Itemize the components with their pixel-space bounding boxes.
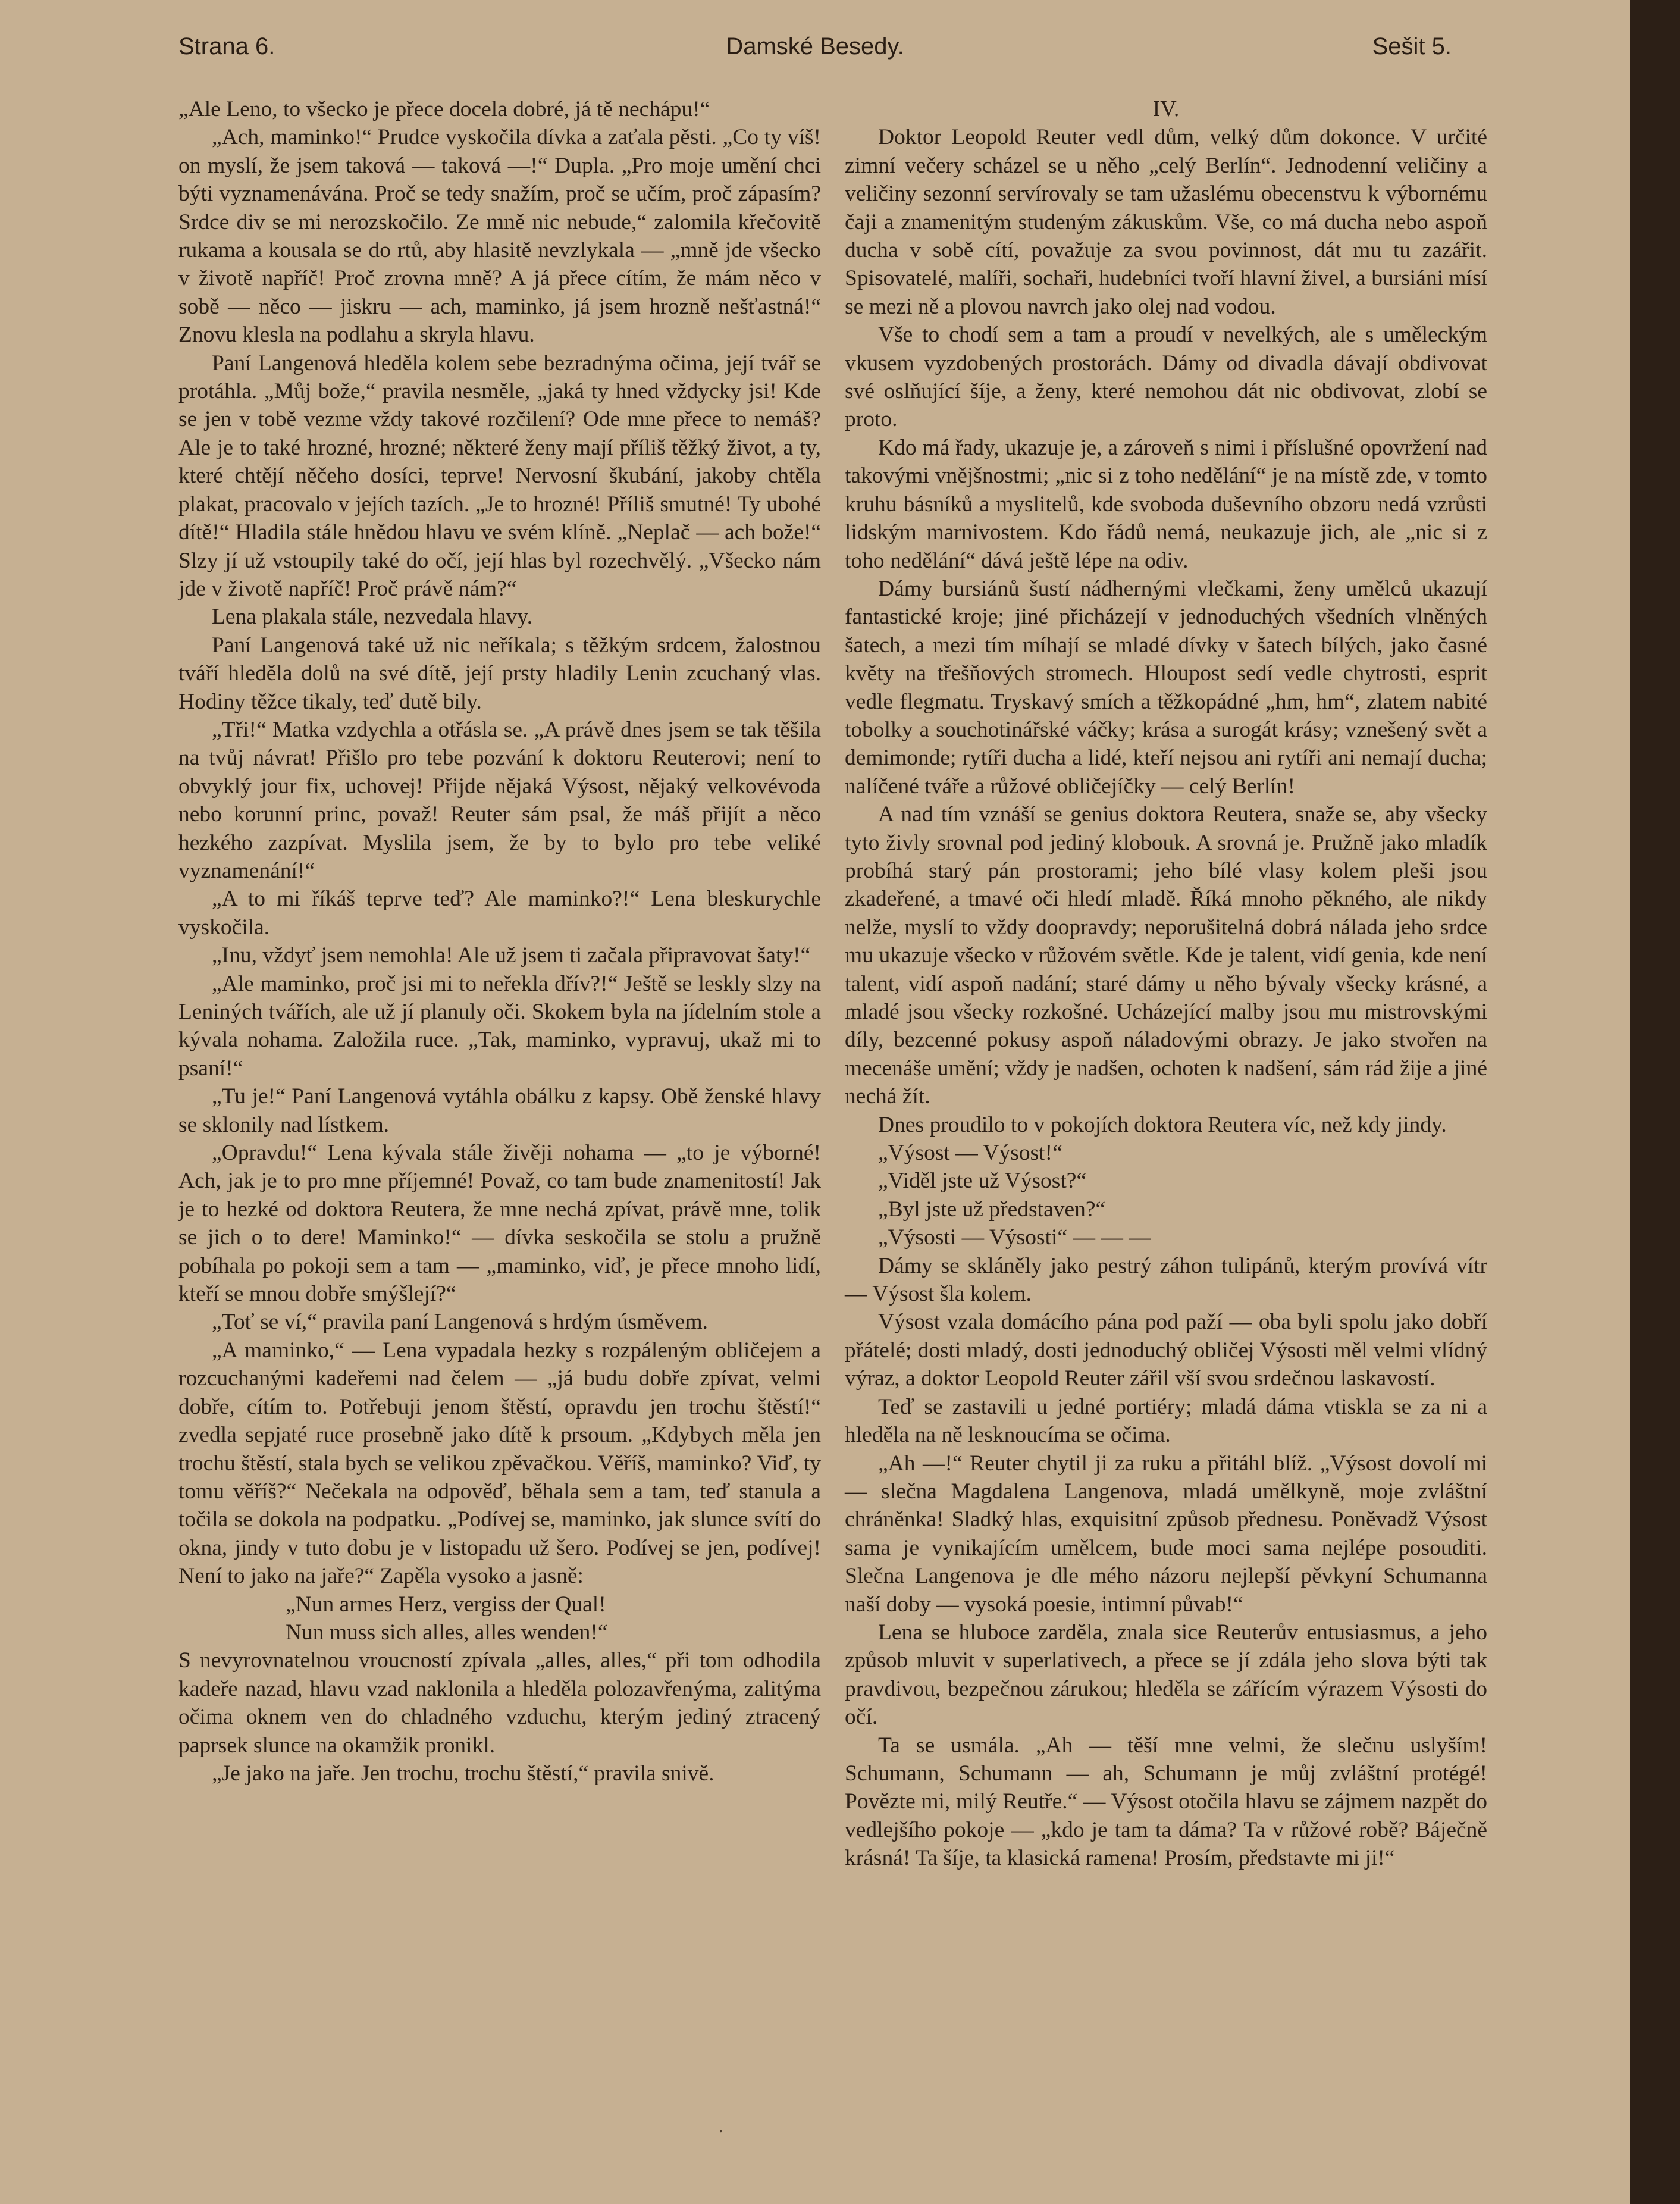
paragraph: „Ach, maminko!“ Prudce vyskočila dívka a zaťala pěsti. „Co ty víš! on myslí, že jsem taková — taková —!“ Dupla. „Pro moje umění chci býti vyznamenávána. Proč se tedy snažím, proč se učím, proč zápasím? Srdce div se mi nerozskočilo. Ze mně nic nebude,“ zalomila křečovitě rukama a kousala se do rtů, aby hlasitě nevzlykala — „mně jde všecko v životě napříč! Proč zrovna mně? A já přece cítím, že mám něco v sobě — něco — jiskru — ach, maminko, já jsem hrozně nešťastná!“ Znovu klesla na podlahu a skryla hlavu. — [178, 125, 821, 347]
chapter-heading: IV. — [1152, 96, 1180, 121]
dialogue-line: „Výsost — Výsost!“ — [878, 1141, 1062, 1166]
left-column — [178, 95, 821, 1787]
paragraph: „Ale maminko, proč jsi mi to neřekla dřív?!“ Ještě se leskly slzy na Leniných tvářích, ale už jí planuly oči. Skokem byla na jídelním stole a kývala nohama. Založila ruce. „Tak, maminko, vypravuj, ukaž mi to psaní!“ — [178, 971, 821, 1081]
paragraph: „Toť se ví,“ pravila paní Langenová s hrdým úsměvem. — [212, 1310, 708, 1335]
paragraph: Vše to chodí sem a tam a proudí v nevelkých, ale s uměleckým vkusem vyzdobených prostorách. Dámy od divadla dávají obdivovat své oslňující šíje, a ženy, které nemohou dát nic obdivovat, zlobí se proto. — [845, 323, 1487, 432]
paragraph: A nad tím vznáší se genius doktora Reutera, snaže se, aby všecky tyto živly srovnal pod jediný klobouk. A srovná je. Pružně jako mladík probíhá starý pán prostorami; jeho bílé vlasy kolem pleši jsou zkadeřené, a tmavé oči hledí mladě. Říká mnoho pěkného, ale nikdy nelže, myslí to vždy doopravdy; neporušitelná dobrá nálada jeho srdce mu ukazuje všecko v růžovém světle. Kde je talent, vidí genia, kde není talent, vidí aspoň nadání; staré dámy u něho bývaly všecky krásné, a mladé jsou všecky rozkošné. Ucházející malby jsou mu mistrovskými díly, bezcenné pokusy aspoň náladovými obrazy. Je jako stvořen na mecenáše umění; vždy je nadšen, ochoten k nadšení, sám rád žije a jiné nechá žít. — [845, 802, 1487, 1109]
paragraph: „A to mi říkáš teprve teď? Ale maminko?!“ Lena bleskurychle vyskočila. — [178, 887, 821, 940]
issue-number: Sešit 5. — [1372, 33, 1452, 60]
dialogue-line: „Byl jste už představen?“ — [878, 1197, 1106, 1222]
paragraph: Lena se hluboce zarděla, znala sice Reuterův entusiasmus, a jeho způsob mluvit v superlativech, a přece se jí zdála jeho slova býti tak pravdivou, bezpečnou zárukou; hleděla se zářícím výrazem Výsosti do očí. — [845, 1620, 1487, 1730]
paragraph: „Tři!“ Matka vzdychla a otřásla se. „A právě dnes jsem se tak těšila na tvůj návrat! Přišlo pro tebe pozvání k doktoru Reuterovi; není to obvyklý jour fix, uchovej! Přijde nějaká Výsost, nějaký velkovévoda nebo korunní princ, považ! Reuter sám psal, že máš přijít a něco hezkého zazpívat. Myslila jsem, že by to bylo pro tebe veliké vyznamenání!“ — [178, 717, 821, 883]
paragraph: „Opravdu!“ Lena kývala stále živěji nohama — „to je výborné! Ach, jak je to pro mne příjemné! Považ, co tam bude znamenitostí! Jak je to hezké od doktora Reutera, že mne nechá zpívat, právě mne, tolik se jich o to dere! Maminko!“ — dívka seskočila se stolu a pružně pobíhala po pokoji sem a tam — „maminko, viď, je přece mnoho lidí, kteří se mnou dobře smýšlejí?“ — [178, 1141, 821, 1307]
dialogue-line: „Viděl jste už Výsost?“ — [878, 1169, 1087, 1194]
paragraph: „Inu, vždyť jsem nemohla! Ale už jsem ti začala připravovat šaty!“ — [212, 943, 811, 968]
paragraph: S nevyrovnatelnou vroucností zpívala „alles, alles,“ při tom odhodila kadeře nazad, hlavu vzad naklonila a hleděla polozavřenýma, zalitýma očima oknem ven do chladného vzduchu, kterým jediný ztracený paprsek slunce na okamžik pronikl. — [178, 1648, 821, 1758]
paragraph: Lena plakala stále, nezvedala hlavy. — [212, 605, 532, 630]
running-header — [178, 33, 1452, 69]
song-verse-line: Nun muss sich alles, alles wenden!“ — [286, 1620, 608, 1645]
paragraph: „Tu je!“ Paní Langenová vytáhla obálku z kapsy. Obě ženské hlavy se sklonily nad lístkem. — [178, 1084, 821, 1137]
paragraph: Dámy se skláněly jako pestrý záhon tulipánů, kterým provívá vítr — Výsost šla kolem. — [845, 1253, 1487, 1307]
paragraph: „Ale Leno, to všecko je přece docela dobré, já tě nechápu!“ — [178, 97, 710, 121]
footer-mark: . — [719, 2117, 723, 2136]
paragraph: „Ah —!“ Reuter chytil ji za ruku a přitáhl blíž. „Výsost dovolí mi — slečna Magdalena Langenova, mladá umělkyně, moje zvláštní chráněnka! Sladký hlas, exquisitní způsob přednesu. Poněvadž Výsost sama je vynikajícím umělcem, bude moci sama nejlépe posouditi. Slečna Langenova je dle mého názoru nejlepší pěvkyní Schumanna naší doby — vysoká poesie, intimní půvab!“ — [845, 1451, 1487, 1617]
paragraph: Doktor Leopold Reuter vedl dům, velký dům dokonce. V určité zimní večery scházel se u něho „celý Berlín“. Jednodenní veličiny a veličiny sezonní servírovaly se tam užaslému obecenstvu k výbornému čaji a znamenitým studeným zákuskům. Vše, co má ducha nebo aspoň ducha v sobě cítí, považuje za svou povinnost, dát mu tu zazářit. Spisovatelé, malíři, sochaři, hudebníci tvoří hlavní živel, a bursiáni mísí se mezi ně a plovou navrch jako olej nad vodou. — [845, 125, 1487, 319]
paragraph: Ta se usmála. „Ah — těší mne velmi, že slečnu uslyším! Schumann, Schumann — ah, Schumann je můj zvláštní protégé! Povězte mi, milý Reutře.“ — Výsost otočila hlavu se zájmem nazpět do vedlejšího pokoje — „kdo je tam ta dáma? Ta v růžové robě? Báječně krásná! Ta šíje, ta klasická ramena! Prosím, představte mi ji!“ — [845, 1733, 1487, 1871]
paragraph: Paní Langenová také už nic neříkala; s těžkým srdcem, žalostnou tváří hleděla dolů na své dítě, její prsty hladily Lenin zcuchaný vlas. Hodiny těžce tikaly, teď dutě bily. — [178, 633, 821, 714]
paragraph: Teď se zastavili u jedné portiéry; mladá dáma vtiskla se za ni a hleděla na ně lesknoucíma se očima. — [845, 1394, 1487, 1448]
paragraph: Výsost vzala domácího pána pod paží — oba byli spolu jako dobří přátelé; dosti mladý, dosti jednoduchý obličej Výsosti měl velmi vlídný výraz, a doktor Leopold Reuter zářil vší svou srdečnou laskavostí. — [845, 1310, 1487, 1391]
right-column — [845, 95, 1487, 1873]
magazine-title: Damské Besedy. — [726, 33, 904, 60]
paragraph: Dnes proudilo to v pokojích doktora Reutera víc, než kdy jindy. — [878, 1112, 1447, 1137]
paragraph: Kdo má řady, ukazuje je, a zároveň s nimi i příslušné opovržení nad takovými vnějšnostmi; „nic si z toho nedělání“ je na místě zde, v tomto kruhu básníků a myslitelů, kde svoboda duševního obzoru nedá vzrůsti lidským marnivostem. Kdo řádů nemá, neukazuje jich, ale „nic si z toho nedělání“ dává ještě lépe na odiv. — [845, 435, 1487, 573]
page-number: Strana 6. — [178, 33, 275, 60]
paragraph: „A maminko,“ — Lena vypadala hezky s rozpáleným obličejem a rozcuchanými kadeřemi nad čelem — „já budu dobře zpívat, velmi dobře, cítím to. Potřebuji jenom štěstí, opravdu jen trochu štěstí!“ zvedla sepjaté ruce prosebně jako dítě k prsoum. „Kdybych měla jen trochu štěstí, stala bych se velikou zpěvačkou. Věříš, maminko? Viď, ty tomu věříš?“ Nečekala na odpověď, běhala sem a tam, teď stanula a točila se dokola na podpatku. „Podívej se, maminko, jak slunce svítí do okna, jindy v tuto dobu je v listopadu už šero. Podívej se jen, podívej! Není to jako na jaře?“ Zapěla vysoko a jasně: — [178, 1338, 821, 1589]
paragraph: „Je jako na jaře. Jen trochu, trochu štěstí,“ pravila snivě. — [212, 1761, 714, 1786]
dialogue-line: „Výsosti — Výsosti“ — — — — [878, 1225, 1151, 1250]
paragraph: Dámy bursiánů šustí nádhernými vlečkami, ženy umělců ukazují fantastické kroje; jiné přicházejí v jednoduchých všedních vlněných šatech, a mezi tím míhají se mladé dívky v šatech bílých, jako časné květy na třešňových stromech. Hloupost sedí vedle chytrosti, esprit vedle flegmatu. Tryskavý smích a těžkopádné „hm, hm“, zlatem nabité tobolky a souchotinářské váčky; krása a surogát krásy; vznešený svět a demimonde; rytíři ducha a lidé, kteří nejsou ani rytíři ani nemají ducha; nalíčené tváře a růžové obličejíčky — celý Berlín! — [845, 576, 1487, 799]
page-edge-shadow — [1630, 0, 1680, 2204]
paragraph: Paní Langenová hleděla kolem sebe bezradnýma očima, její tvář se protáhla. „Můj bože,“ pravila nesměle, „jaká ty hned vždycky jsi! Kde se jen v tobě vezme vždy takové rozčilení? Ode mne přece to nemáš? Ale je to také hrozné, hrozné; některé ženy mají příliš těžký život, a ty, které chtějí něčeho dosíci, teprve! Nervosní škubání, jakoby chtěla plakat, pracovalo v jejích tazích. „Je to hrozné! Příliš smutné! Ty ubohé dítě!“ Hladila stále hnědou hlavu ve svém klíně. „Neplač — ach bože!“ Slzy jí už vstoupily také do očí, její hlas byl rozechvělý. „Všecko nám jde v životě napříč! Proč právě nám?“ — [178, 350, 821, 601]
song-verse-line: „Nun armes Herz, vergiss der Qual! — [286, 1592, 606, 1617]
